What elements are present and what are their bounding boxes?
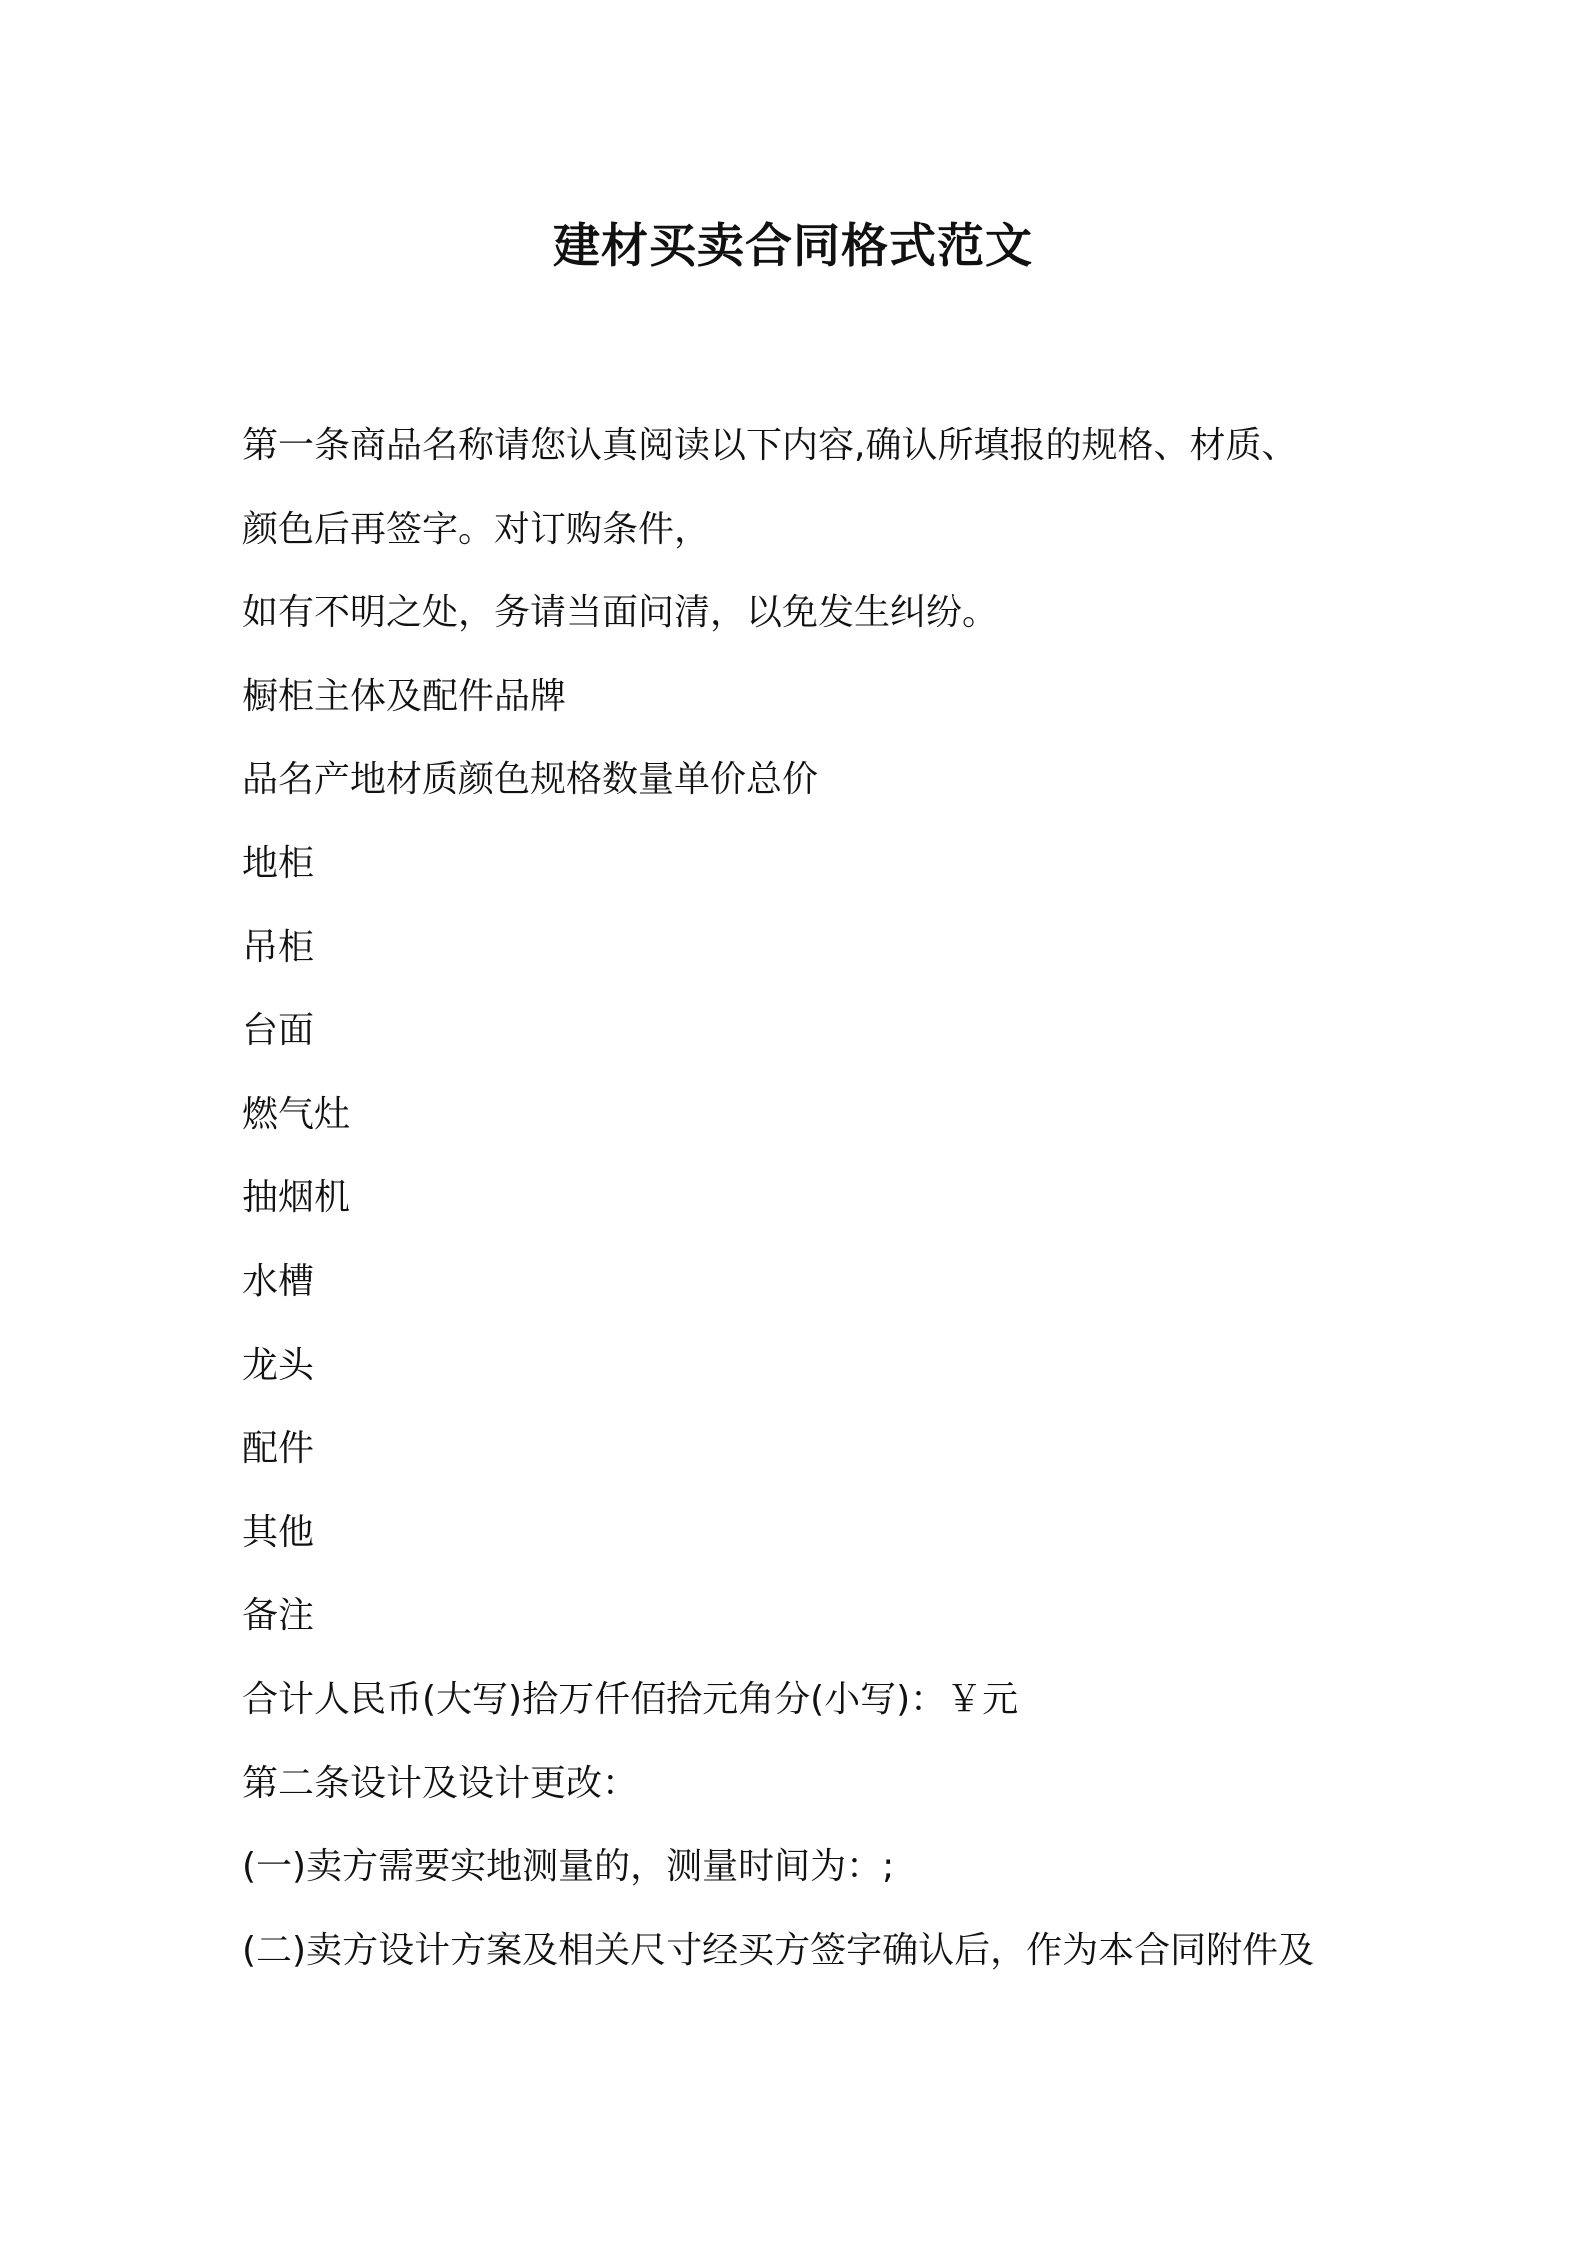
- document-body: [242, 404, 1372, 1992]
- item-countertop: 台面: [242, 1010, 315, 1052]
- document-title: 建材买卖合同格式范文: [553, 219, 1033, 274]
- clause-2-item-1: (一)卖方需要实地测量的，测量时间为：;: [242, 1846, 895, 1888]
- clause-2-item-2: (二)卖方设计方案及相关尺寸经买方签字确认后，作为本合同附件及: [242, 1929, 1315, 1971]
- cabinet-brand-heading: 橱柜主体及配件品牌: [242, 675, 567, 717]
- item-accessories: 配件: [242, 1428, 315, 1470]
- item-other: 其他: [242, 1511, 315, 1553]
- item-wall-cabinet: 吊柜: [242, 926, 315, 968]
- item-base-cabinet: 地柜: [242, 842, 315, 884]
- clause-2-heading: 第二条设计及设计更改：: [242, 1762, 639, 1804]
- item-sink: 水槽: [242, 1260, 315, 1302]
- item-remarks: 备注: [242, 1595, 315, 1637]
- item-range-hood: 抽烟机: [242, 1177, 351, 1219]
- clause-1-product-name-line-2: 颜色后再签字。对订购条件，: [242, 508, 711, 550]
- item-table-header-line: 品名产地材质颜色规格数量单价总价: [242, 759, 819, 801]
- total-amount-line: 合计人民币(大写)拾万仟佰拾元角分(小写)：￥元: [242, 1678, 1019, 1720]
- item-faucet: 龙头: [242, 1344, 315, 1386]
- clause-1-notice-line: 如有不明之处，务请当面问清，以免发生纠纷。: [242, 592, 999, 634]
- clause-1-product-name-line-1: 第一条商品名称请您认真阅读以下内容,确认所填报的规格、材质、: [242, 425, 1298, 466]
- item-gas-stove: 燃气灶: [242, 1093, 351, 1135]
